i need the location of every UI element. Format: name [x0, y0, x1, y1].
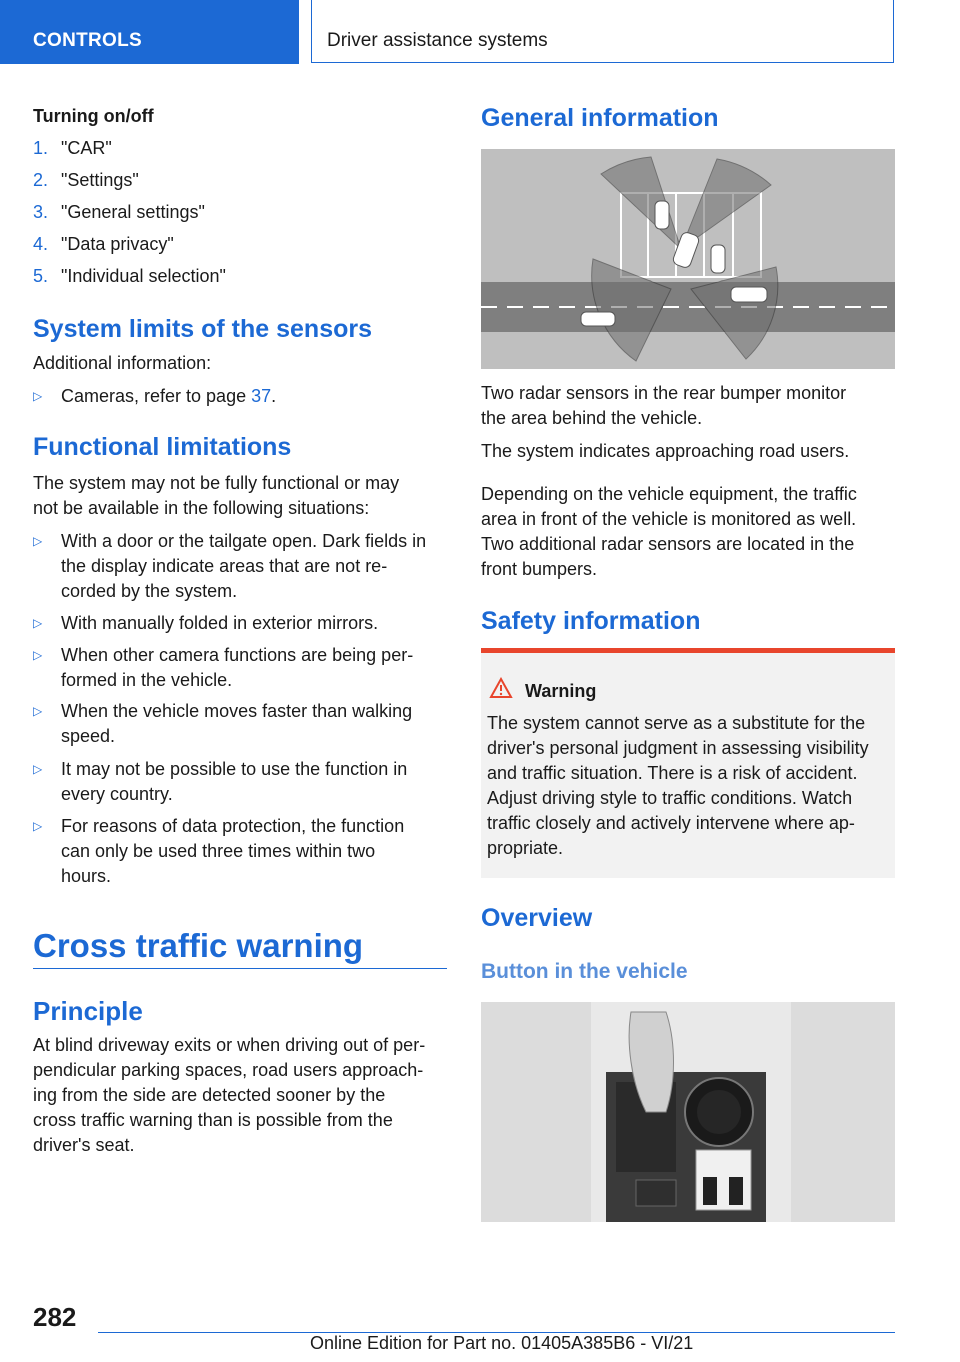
- general-p3: [481, 482, 857, 582]
- step-item: [33, 168, 139, 193]
- limit-line: With a door or the tailgate open. Dark fields in: [61, 531, 427, 551]
- chapter-tab: [311, 0, 894, 63]
- triangle-bullet-icon: ▷: [33, 762, 43, 776]
- principle-line: pendicular parking spaces, road users approach-: [33, 1060, 424, 1080]
- general-p2: [481, 439, 849, 464]
- limit-line: It may not be possible to use the function in: [61, 759, 408, 779]
- triangle-bullet-icon: ▷: [33, 819, 43, 833]
- radar-coverage-illustration: [481, 149, 895, 369]
- warning-triangle-icon: [489, 677, 513, 699]
- overview-heading: Overview: [481, 904, 593, 932]
- warning-line: and traffic situation. There is a risk of accident.: [487, 763, 858, 783]
- limit-line: For reasons of data protection, the function: [61, 816, 405, 836]
- step-number: 2.: [33, 170, 49, 190]
- step-text: "Data privacy": [61, 234, 174, 254]
- center-console-photo: [481, 1002, 895, 1222]
- button-heading: Button in the vehicle: [481, 960, 688, 983]
- step-text: "General settings": [61, 202, 205, 222]
- sensors-heading: System limits of the sensors: [33, 315, 373, 343]
- cross-traffic-heading: Cross traffic warning: [33, 927, 364, 964]
- principle-line: driver's seat.: [33, 1135, 135, 1155]
- warning-label: Warning: [525, 681, 597, 701]
- step-text: "Individual selection": [61, 266, 226, 286]
- triangle-bullet-icon: ▷: [33, 389, 43, 403]
- principle-text: [33, 1033, 425, 1158]
- step-number: 1.: [33, 138, 49, 158]
- principle-line: ing from the side are detected sooner by the: [33, 1085, 386, 1105]
- general-line: the area behind the vehicle.: [481, 408, 703, 428]
- principle-heading: Principle: [33, 996, 143, 1026]
- step-item: [33, 232, 174, 257]
- sensors-item: ▷ Cameras, refer to page 37.: [33, 384, 447, 409]
- triangle-bullet-icon: ▷: [33, 704, 43, 718]
- warning-box: [481, 648, 895, 878]
- page-number: 282: [33, 1302, 77, 1332]
- limits-heading: Functional limitations: [33, 433, 292, 461]
- step-number: 5.: [33, 266, 49, 286]
- limit-line: hours.: [61, 866, 112, 886]
- section-title: CONTROLS: [33, 30, 143, 51]
- limit-item: [33, 699, 447, 749]
- general-line: Depending on the vehicle equipment, the traffic: [481, 484, 857, 504]
- step-text: "CAR": [61, 138, 112, 158]
- heading-rule: [33, 968, 447, 969]
- limit-item: [33, 757, 447, 807]
- warning-line: The system cannot serve as a substitute for the: [487, 713, 866, 733]
- principle-line: At blind driveway exits or when driving out of per-: [33, 1035, 426, 1055]
- limit-item: [33, 529, 447, 604]
- general-line: area in front of the vehicle is monitored as well.: [481, 509, 857, 529]
- general-line: Two radar sensors in the rear bumper monitor: [481, 383, 847, 403]
- limit-line: the display indicate areas that are not re-: [61, 556, 388, 576]
- section-tab: [0, 0, 299, 64]
- general-line: The system indicates approaching road users.: [481, 441, 850, 461]
- general-line: front bumpers.: [481, 559, 598, 579]
- safety-heading: Safety information: [481, 607, 701, 635]
- limit-line: every country.: [61, 784, 173, 804]
- limit-line: When other camera functions are being per-: [61, 645, 414, 665]
- limit-line: corded by the system.: [61, 581, 238, 601]
- triangle-bullet-icon: ▷: [33, 616, 43, 630]
- limit-item: [33, 814, 447, 889]
- limit-item: [33, 643, 447, 693]
- step-number: 3.: [33, 202, 49, 222]
- limits-intro: The system may not be fully functional or may not be available in the following situations:: [33, 473, 400, 518]
- sensors-intro: Additional information:: [33, 353, 212, 373]
- step-item: [33, 264, 226, 289]
- limit-line: formed in the vehicle.: [61, 670, 233, 690]
- footer-edition: Online Edition for Part no. 01405A385B6 - VI/21: [310, 1333, 694, 1353]
- general-p1: [481, 381, 846, 431]
- warning-line: Adjust driving style to traffic conditions. Watch: [487, 788, 853, 808]
- triangle-bullet-icon: ▷: [33, 648, 43, 662]
- page-link[interactable]: 37: [251, 386, 272, 406]
- step-item: [33, 200, 205, 225]
- chapter-title: Driver assistance systems: [327, 30, 548, 51]
- general-heading: General information: [481, 104, 719, 132]
- triangle-bullet-icon: ▷: [33, 534, 43, 548]
- limit-line: can only be used three times within two: [61, 841, 376, 861]
- limit-item: [33, 611, 447, 636]
- general-line: Two additional radar sensors are located in the: [481, 534, 855, 554]
- principle-line: cross traffic warning than is possible from the: [33, 1110, 393, 1130]
- limit-line: When the vehicle moves faster than walking: [61, 701, 413, 721]
- limit-line: With manually folded in exterior mirrors.: [61, 613, 379, 633]
- warning-line: traffic closely and actively intervene where ap-: [487, 813, 855, 833]
- step-text: "Settings": [61, 170, 139, 190]
- step-number: 4.: [33, 234, 49, 254]
- limit-line: speed.: [61, 726, 116, 746]
- warning-line: propriate.: [487, 838, 564, 858]
- warning-text: [487, 711, 869, 861]
- step-item: [33, 136, 112, 161]
- warning-line: driver's personal judgment in assessing visibility: [487, 738, 869, 758]
- turning-heading: Turning on/off: [33, 106, 154, 126]
